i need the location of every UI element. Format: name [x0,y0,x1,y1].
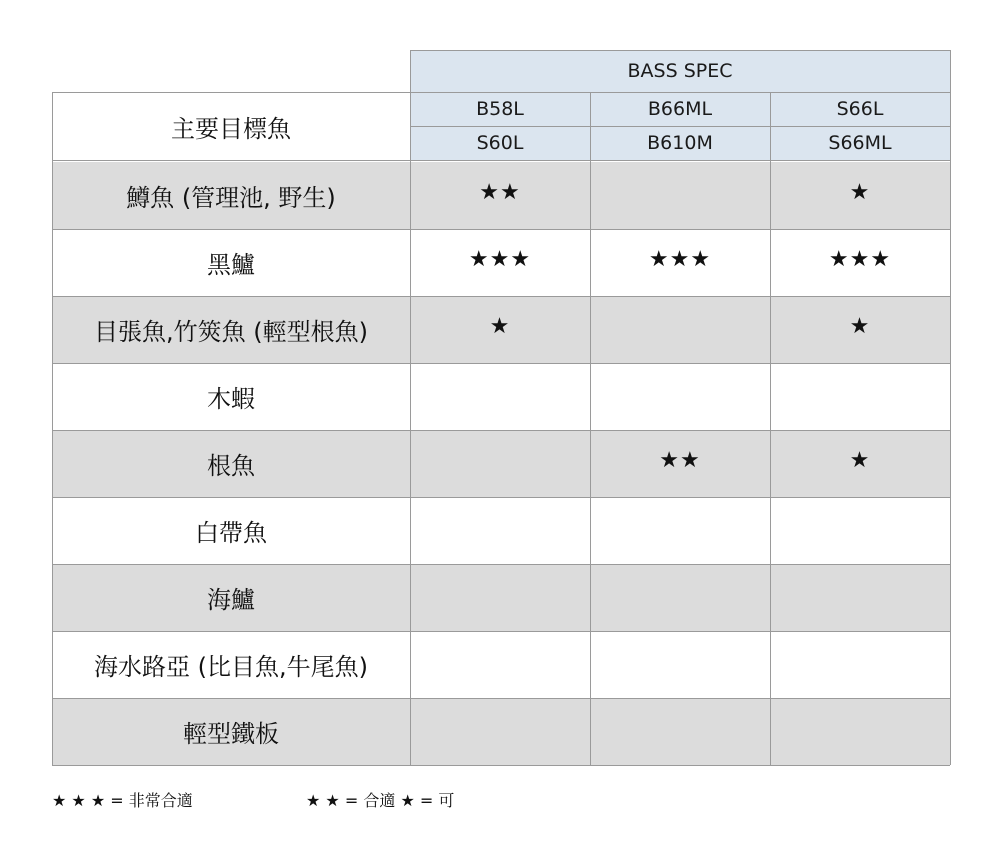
grid-line [52,229,950,230]
rating-stars [590,631,770,692]
fish-name: 黑鱸 [207,251,255,279]
rating-stars [410,363,590,424]
rating-stars: ★★ [479,180,521,205]
rating-stars [590,564,770,625]
model-name: B610M [590,126,770,160]
grid-line [770,92,771,765]
rating-stars: ★ [849,180,871,205]
grid-line [52,497,950,498]
grid-line [52,765,950,766]
model-name: B66ML [590,92,770,126]
grid-line [590,92,591,765]
grid-line [52,296,950,297]
grid-line [52,160,950,161]
grid-line [950,50,951,765]
rating-stars [770,631,950,692]
rating-stars: ★★ [659,448,701,473]
grid-line [410,126,950,127]
rating-stars [410,698,590,759]
rating-stars [410,564,590,625]
grid-line [52,631,950,632]
rating-stars [590,296,770,357]
grid-line [410,50,950,51]
grid-line [52,430,950,431]
fish-name: 海水路亞 (比目魚,牛尾魚) [94,653,368,681]
fish-name: 白帶魚 [195,519,267,547]
model-name: B58L [410,92,590,126]
legend-two-stars-one-star: ★ ★ = 合適 ★ = 可 [306,791,455,810]
rating-stars [410,430,590,491]
grid-line [52,564,950,565]
rating-stars [410,497,590,558]
legend-three-stars: ★ ★ ★ = 非常合適 [52,791,193,810]
rating-stars [590,497,770,558]
fish-name: 輕型鐵板 [183,720,279,748]
target-fish-header: 主要目標魚 [171,114,291,143]
rating-stars [590,162,770,223]
fish-name: 鱒魚 (管理池, 野生) [126,184,336,212]
rating-stars [770,497,950,558]
model-name: S60L [410,126,590,160]
rating-stars: ★★★ [648,247,712,272]
rating-stars [770,698,950,759]
grid-line [52,92,53,765]
rating-stars: ★ [489,314,511,339]
rating-stars: ★ [849,448,871,473]
grid-line [52,92,950,93]
fish-name: 木蝦 [207,385,255,413]
fish-name: 根魚 [207,452,255,480]
model-name: S66L [770,92,950,126]
rating-stars: ★ [849,314,871,339]
fish-name: 目張魚,竹筴魚 (輕型根魚) [94,318,368,346]
rating-stars [770,363,950,424]
rating-stars [770,564,950,625]
grid-line [410,50,411,765]
grid-line [52,698,950,699]
rating-stars [590,698,770,759]
model-name: S66ML [770,126,950,160]
fish-name: 海鱸 [207,586,255,614]
rating-stars [410,631,590,692]
grid-line [52,363,950,364]
rating-stars [590,363,770,424]
spec-header: BASS SPEC [410,50,950,92]
rating-stars: ★★★ [828,247,892,272]
rating-stars: ★★★ [468,247,532,272]
